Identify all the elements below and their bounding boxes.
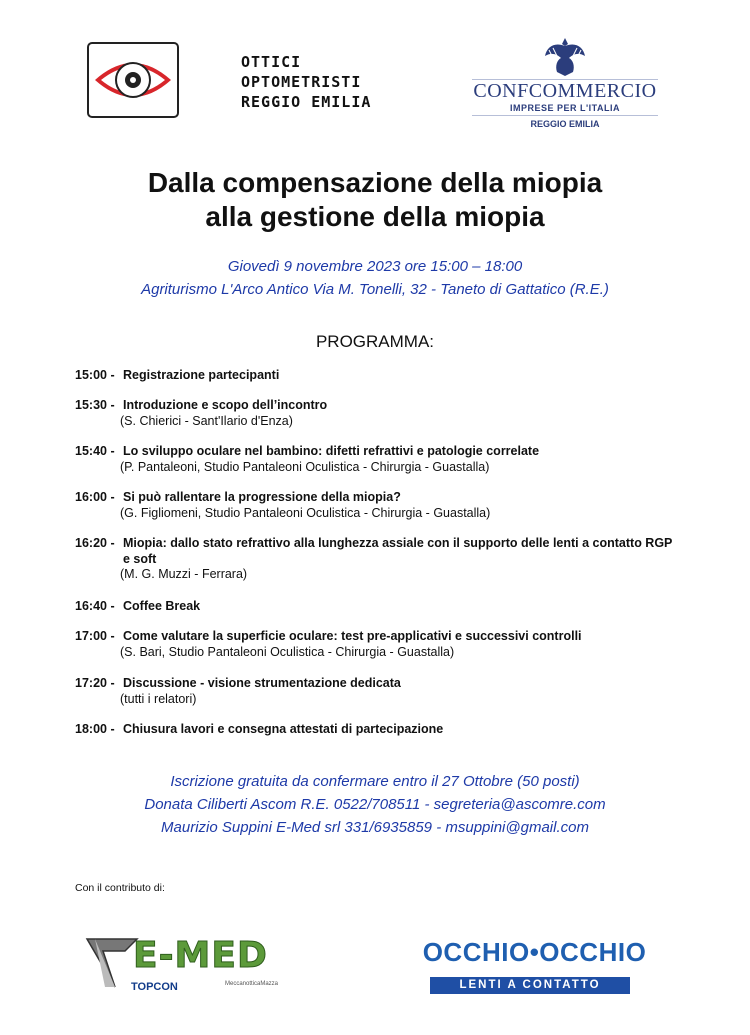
program-time: 15:40 - <box>75 444 115 458</box>
confcommercio-tagline: IMPRESE PER L'ITALIA <box>510 103 620 113</box>
program-speaker: (P. Pantaleoni, Studio Pantaleoni Oculistica - Chirurgia - Guastalla) <box>120 459 490 474</box>
program-speaker: (M. G. Muzzi - Ferrara) <box>120 567 248 581</box>
registration-line-1: Iscrizione gratuita da confermare entro il 27 Ottobre (50 posti) <box>170 773 580 790</box>
event-datetime: Giovedì 9 novembre 2023 ore 15:00 – 18:00 <box>227 258 523 275</box>
registration-line-3: Maurizio Suppini E-Med srl 331/6935859 - msuppini@gmail.com <box>161 819 589 836</box>
programma-heading: PROGRAMMA: <box>315 332 435 351</box>
program-time: 16:00 - <box>75 490 115 504</box>
event-details <box>0 255 750 301</box>
registration-info <box>0 770 750 839</box>
org-line-2: OPTOMETRISTI <box>241 73 362 91</box>
occhio-tagline: LENTI A CONTATTO <box>430 977 630 994</box>
program-speaker: (G. Figliomeni, Studio Pantaleoni Oculistica - Chirurgia - Guastalla) <box>120 505 491 520</box>
program-time: 17:00 - <box>75 629 115 643</box>
program-item <box>75 722 675 738</box>
confcommercio-logo <box>470 36 660 132</box>
program-item <box>75 444 675 475</box>
meccanottica-text: MeccanotticaMazza <box>225 981 279 987</box>
program-time: 18:00 - <box>75 722 115 736</box>
program-title: Come valutare la superficie oculare: test pre-applicativi e successivi controlli <box>123 629 582 643</box>
occhio-occhio-logo <box>392 935 677 1000</box>
topcon-text: TOPCON <box>131 981 178 993</box>
program-title: Registrazione partecipanti <box>123 368 280 382</box>
org-line-1: OTTICI <box>241 53 302 71</box>
occhio-name: OCCHIO•OCCHIO <box>422 937 647 967</box>
program-speaker: (S. Bari, Studio Pantaleoni Oculistica - Chirurgia - Guastalla) <box>120 644 455 659</box>
emed-name: E-MED <box>133 935 268 976</box>
ottici-logo <box>87 42 179 118</box>
program-speaker: (tutti i relatori) <box>120 691 197 706</box>
org-name <box>241 52 371 112</box>
program-item <box>75 676 675 707</box>
program-title: Coffee Break <box>123 599 201 613</box>
program-speaker: (S. Chierici - Sant'Ilario d'Enza) <box>120 413 293 428</box>
eagle-icon <box>543 36 587 78</box>
title-line-1: Dalla compensazione della miopia <box>147 167 603 198</box>
program-item <box>75 629 675 660</box>
org-line-3: REGGIO EMILIA <box>241 93 372 111</box>
program-time: 15:30 - <box>75 398 115 412</box>
program-title: Chiusura lavori e consegna attestati di partecipazione <box>123 722 444 736</box>
program-title: Lo sviluppo oculare nel bambino: difetti refrattivi e patologie correlate <box>123 444 540 458</box>
program-item <box>75 398 675 429</box>
program-time: 16:40 - <box>75 599 115 613</box>
program-title: Discussione - visione strumentazione dedicata <box>123 676 401 690</box>
program-item <box>75 536 675 583</box>
program-item <box>75 490 675 521</box>
program-time: 15:00 - <box>75 368 115 382</box>
confcommercio-city: REGGIO EMILIA <box>530 119 600 129</box>
title-line-2: alla gestione della miopia <box>205 201 545 232</box>
program-title: Introduzione e scopo dell’incontro <box>123 398 328 412</box>
program-time: 16:20 - <box>75 536 115 550</box>
program-time: 17:20 - <box>75 676 115 690</box>
program-title: Si può rallentare la progressione della miopia? <box>123 490 401 504</box>
event-location: Agriturismo L'Arco Antico Via M. Tonelli, 32 - Taneto di Gattatico (R.E.) <box>141 281 609 298</box>
sponsor-label: Con il contributo di: <box>75 882 165 894</box>
confcommercio-name: CONFCOMMERCIO <box>473 80 657 102</box>
program-item <box>75 368 675 384</box>
emed-logo <box>85 935 285 1000</box>
program-item <box>75 599 675 615</box>
program-title: Miopia: dallo stato refrattivo alla lunghezza assiale con il supporto delle lenti a contatto RGP e soft <box>123 536 673 566</box>
registration-line-2: Donata Ciliberti Ascom R.E. 0522/708511 - segreteria@ascomre.com <box>144 796 606 813</box>
page-title <box>0 166 750 234</box>
